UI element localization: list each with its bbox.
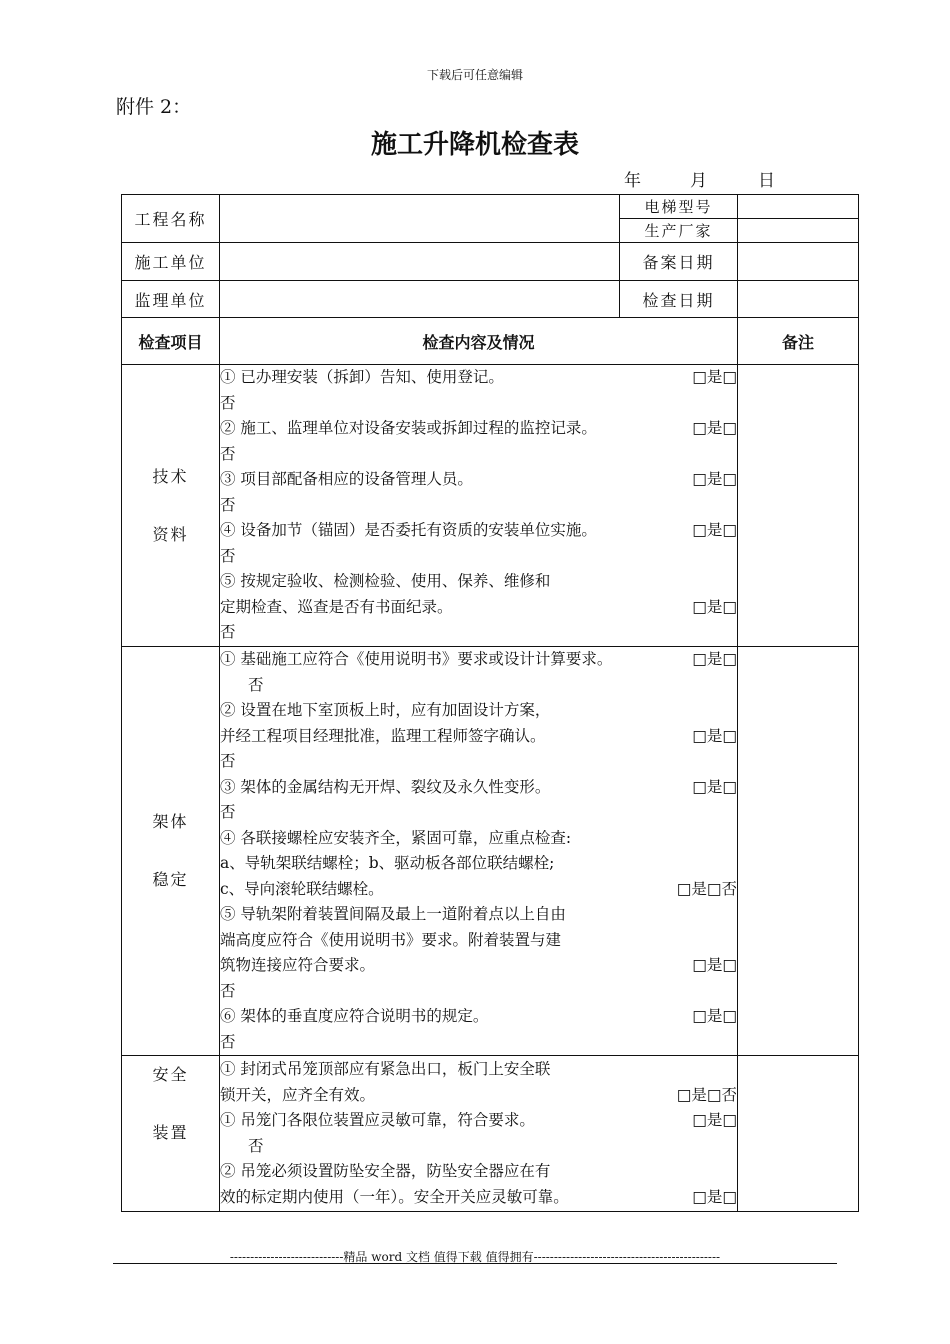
yes-no-checkbox[interactable]: □是□否 <box>676 1085 737 1104</box>
check-no: 否 <box>220 623 236 642</box>
section-safety <box>122 1056 859 1212</box>
col-header-remarks: 备注 <box>738 318 859 365</box>
section-tech-category <box>122 365 220 647</box>
check-text: a、导轨架联结螺栓；b、驱动板各部位联结螺栓; <box>220 854 555 872</box>
check-text: ③ 架体的金属结构无开焊、裂纹及永久性变形。 <box>220 777 551 796</box>
check-text: ⑤ 按规定验收、检测检验、使用、保养、维修和 <box>220 572 551 591</box>
manufacturer-label: 生产厂家 <box>620 219 738 243</box>
footer-note: ----------------------------精品 word 文档 值得下载 值得拥有---------------------------------------------- <box>229 1250 721 1264</box>
category-line: 装置 <box>152 1123 189 1142</box>
check-no: 否 <box>220 981 236 1000</box>
check-no: 否 <box>220 546 236 565</box>
section-safety-remarks[interactable] <box>738 1056 859 1212</box>
construction-unit-value[interactable] <box>220 243 620 281</box>
filing-date-value[interactable] <box>738 243 859 281</box>
category-line: 安全 <box>152 1065 189 1084</box>
inspection-date-label: 检查日期 <box>620 281 738 318</box>
check-no: 否 <box>220 1032 236 1051</box>
check-text: ② 施工、监理单位对设备安装或拆卸过程的监控记录。 <box>220 419 597 438</box>
yes-no-checkbox[interactable]: □是□ <box>692 470 737 489</box>
check-text: 筑物连接应符合要求。 <box>220 956 376 974</box>
check-no: 否 <box>220 393 236 412</box>
col-header-content: 检查内容及情况 <box>220 318 738 365</box>
check-text: ④ 设备加节（锚固）是否委托有资质的安装单位实施。 <box>220 521 597 540</box>
yes-no-checkbox[interactable]: □是□否 <box>676 879 737 898</box>
check-text: 定期检查、巡查是否有书面纪录。 <box>220 597 453 616</box>
category-line: 稳定 <box>152 870 189 889</box>
manufacturer-value[interactable] <box>738 219 859 243</box>
section-frame-category <box>122 647 220 1056</box>
check-text: ① 封闭式吊笼顶部应有紧急出口，板门上安全联 <box>220 1060 551 1078</box>
inspection-date-value[interactable] <box>738 281 859 318</box>
category-line: 资料 <box>152 524 189 544</box>
project-name-label: 工程名称 <box>122 195 220 243</box>
check-text: ① 吊笼门各限位装置应灵敏可靠，符合要求。 <box>220 1111 535 1129</box>
supervision-unit-label: 监理单位 <box>122 281 220 318</box>
check-no: 否 <box>220 803 236 821</box>
date-month: 月 <box>690 171 707 191</box>
yes-no-checkbox[interactable]: □是□ <box>692 368 737 387</box>
check-text: ① 已办理安装（拆卸）告知、使用登记。 <box>220 368 504 387</box>
section-frame <box>122 647 859 1056</box>
page-title: 施工升降机检查表 <box>370 130 579 160</box>
yes-no-checkbox[interactable]: □是□ <box>692 1187 737 1206</box>
check-text: ② 吊笼必须设置防坠安全器，防坠安全器应在有 <box>220 1162 551 1180</box>
yes-no-checkbox[interactable]: □是□ <box>692 419 737 438</box>
category-line: 技术 <box>152 466 189 486</box>
check-no: 否 <box>248 675 264 694</box>
check-text: 锁开关，应齐全有效。 <box>220 1085 376 1104</box>
section-tech <box>122 365 859 647</box>
date-day: 日 <box>758 171 775 191</box>
check-text: 端高度应符合《使用说明书》要求。附着装置与建 <box>220 930 562 949</box>
check-text: ① 基础施工应符合《使用说明书》要求或设计计算要求。 <box>220 650 613 668</box>
yes-no-checkbox[interactable]: □是□ <box>692 726 737 745</box>
col-header-item: 检查项目 <box>122 318 220 365</box>
check-text: ③ 项目部配备相应的设备管理人员。 <box>220 470 473 489</box>
top-note: 下载后可任意编辑 <box>426 68 523 82</box>
date-year: 年 <box>624 171 641 191</box>
section-frame-remarks[interactable] <box>738 647 859 1056</box>
category-line: 架体 <box>152 812 189 831</box>
check-text: ⑤ 导轨架附着装置间隔及最上一道附着点以上自由 <box>220 905 566 923</box>
yes-no-checkbox[interactable]: □是□ <box>692 521 737 540</box>
elevator-model-label: 电梯型号 <box>620 195 738 219</box>
check-text: c、导向滚轮联结螺栓。 <box>220 879 384 898</box>
section-safety-content <box>220 1056 738 1212</box>
annex-label: 附件 2： <box>116 96 192 118</box>
check-text: 并经工程项目经理批准，监理工程师签字确认。 <box>220 726 546 745</box>
check-no: 否 <box>248 1136 264 1155</box>
yes-no-checkbox[interactable]: □是□ <box>692 597 737 616</box>
check-no: 否 <box>220 752 236 770</box>
filing-date-label: 备案日期 <box>620 243 738 281</box>
project-name-value[interactable] <box>220 195 620 243</box>
check-no: 否 <box>220 495 236 514</box>
check-text: ② 设置在地下室顶板上时，应有加固设计方案， <box>220 701 551 719</box>
elevator-model-value[interactable] <box>738 195 859 219</box>
yes-no-checkbox[interactable]: □是□ <box>692 956 737 974</box>
check-no: 否 <box>220 444 236 463</box>
inspection-table <box>121 194 859 1212</box>
check-text: ⑥ 架体的垂直度应符合说明书的规定。 <box>220 1007 489 1025</box>
section-tech-content <box>220 365 738 647</box>
check-text: ④ 各联接螺栓应安装齐全，紧固可靠，应重点检查: <box>220 828 572 847</box>
supervision-unit-value[interactable] <box>220 281 620 318</box>
yes-no-checkbox[interactable]: □是□ <box>692 650 737 668</box>
section-tech-remarks[interactable] <box>738 365 859 647</box>
footer-rule <box>113 1263 837 1264</box>
check-text: 效的标定期内使用（一年）。安全开关应灵敏可靠。 <box>220 1187 569 1206</box>
section-safety-category <box>122 1056 220 1212</box>
yes-no-checkbox[interactable]: □是□ <box>692 1007 737 1025</box>
construction-unit-label: 施工单位 <box>122 243 220 281</box>
yes-no-checkbox[interactable]: □是□ <box>692 1111 737 1129</box>
yes-no-checkbox[interactable]: □是□ <box>692 777 737 796</box>
section-frame-content <box>220 647 738 1056</box>
